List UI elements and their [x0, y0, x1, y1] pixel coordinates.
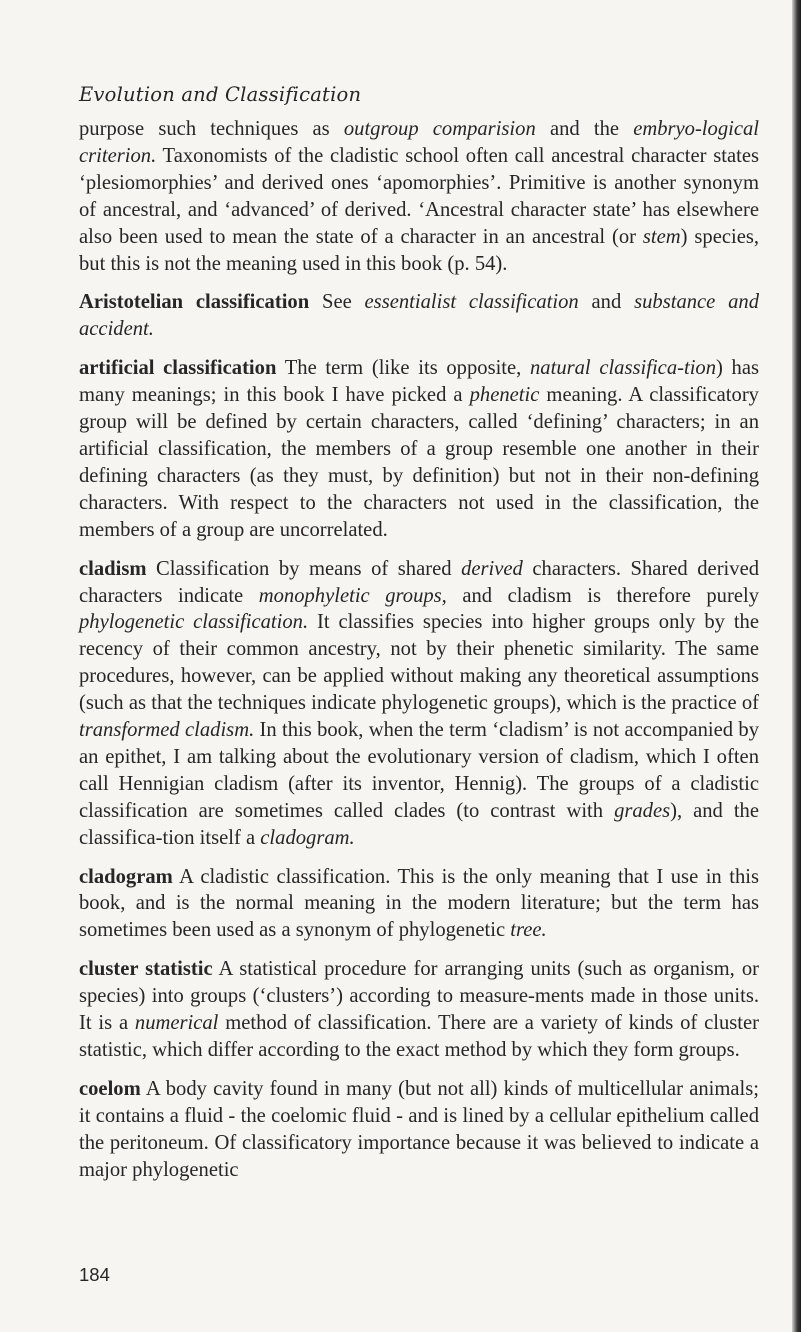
text-run: See	[309, 291, 365, 314]
italic-term: phylogenetic classification.	[79, 611, 309, 634]
italic-term: natural classifica-tion	[530, 357, 717, 380]
text-run: and the	[535, 118, 634, 140]
entry-cladism	[79, 556, 759, 852]
entry-term: cladogram	[79, 865, 173, 888]
entry-term: cladism	[79, 557, 147, 580]
italic-term: derived	[461, 557, 523, 580]
text-run: method of classification. There are a variety of kinds of cluster statistic, which differ according to the exact method by which they form groups.	[79, 1012, 759, 1061]
text-run: A cladistic classification. This is the only meaning that I use in this book, and is the normal meaning in the modern literature; but the term has sometimes been used as a synonym of phylogenetic	[79, 865, 759, 942]
continuation-paragraph	[79, 116, 759, 277]
text-run: The term (like its opposite,	[276, 357, 530, 380]
entry-cluster-statistic	[79, 956, 759, 1064]
italic-term: outgroup comparision	[343, 118, 536, 140]
entry-term: Aristotelian classification	[79, 291, 310, 314]
text-run: characters. Shared derived characters indicate	[79, 557, 760, 607]
entry-aristotelian-classification	[79, 289, 759, 343]
entry-term: artificial classification	[79, 357, 277, 380]
entry-artificial-classification	[79, 355, 759, 543]
text-run: and	[578, 291, 635, 314]
text-run: A body cavity found in many (but not all) kinds of multicellular animals; it contains a fluid - the coelomic fluid - and is lined by a cellular epithelium called the peritoneum. Of classificatory importance because it was believed to indicate a major phylogenetic	[79, 1077, 759, 1181]
text-run: In this book, when the term ‘cladism’ is not accompanied by an epithet, I am talking about the evolutionary version of cladism, which I often call Hennigian cladism (after its inventor, Hennig). The groups of a cladistic classification are sometimes called clades (to contrast with	[79, 719, 759, 822]
text-run: Classification by means of shared	[146, 557, 462, 580]
glossary-text	[79, 116, 759, 1184]
text-run: A statistical procedure for arranging units (such as organism, or species) into groups (‘clusters’) according to measure-ments made in those units. It is a	[79, 958, 759, 1035]
text-run: purpose such techniques as	[79, 118, 344, 140]
italic-term: substance and accident.	[79, 291, 760, 341]
text-run: meaning. A classificatory group will be defined by certain characters, called ‘defining’ characters; in an artificial classification, the members of a group resemble one another in their defining characters (as they must, by definition) but not in their non-defining characters. With respect to the characters not used in the classification, the members of a group are uncorrelated.	[79, 384, 759, 541]
page-number: 184	[79, 1264, 110, 1285]
entry-term: coelom	[79, 1077, 141, 1100]
text-run: and cladism is therefore purely	[446, 584, 759, 607]
entry-coelom	[79, 1076, 759, 1184]
running-title: Evolution and Classification	[79, 83, 362, 106]
text-run: ) has many meanings; in this book I have picked a	[79, 357, 760, 407]
italic-term: cladogram.	[260, 826, 355, 849]
text-run: Taxonomists of the cladistic school often call ancestral character states ‘plesiomorphies’ and derived ones ‘apomorphies’. Primitive is another synonym of ancestral, and ‘advanced’ of derived. ‘Ancestral character state’ has elsewhere also been used to mean the state of a character in an ancestral (or	[79, 144, 759, 248]
page-edge-shadow	[792, 0, 801, 1332]
italic-term: essentialist classification	[364, 291, 579, 314]
text-run: It classifies species into higher groups only by the recency of their common ancestry, not by their phenetic similarity. The same procedures, however, can be applied without making any theoretical assumptions (such as that the techniques indicate phylogenetic groups), which is the practice of	[79, 611, 759, 715]
italic-term: numerical	[134, 1012, 219, 1035]
entry-term: cluster statistic	[79, 958, 213, 981]
text-run: ) species, but this is not the meaning used in this book (p. 54).	[79, 225, 760, 275]
italic-term: embryo-logical criterion.	[79, 118, 760, 167]
italic-term: monophyletic groups,	[258, 584, 447, 607]
entry-cladogram	[79, 864, 759, 945]
italic-term: grades	[614, 799, 671, 822]
italic-term: tree.	[510, 919, 547, 942]
text-run: ), and the classifica-tion itself a	[79, 799, 759, 849]
italic-term: transformed cladism.	[79, 719, 255, 742]
italic-term: phenetic	[469, 384, 540, 407]
italic-term: stem	[642, 225, 681, 248]
